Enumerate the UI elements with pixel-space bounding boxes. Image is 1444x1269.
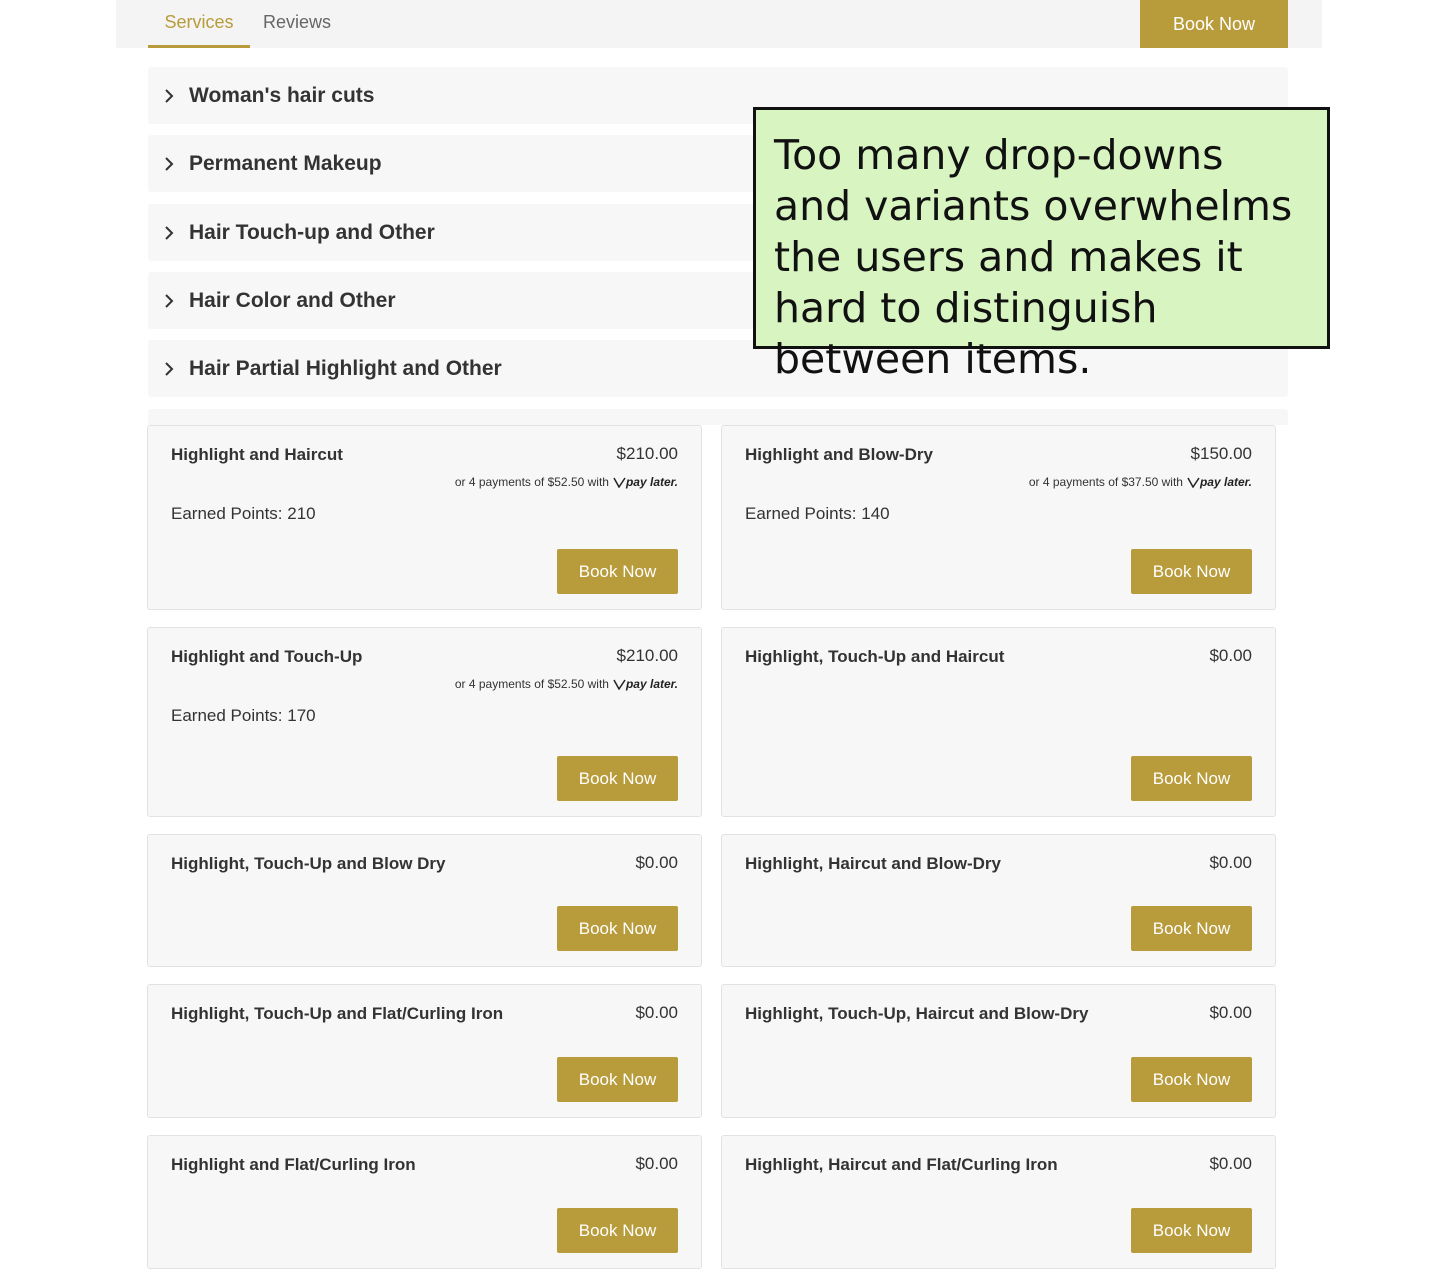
book-now-button[interactable]: Book Now [1131,756,1252,801]
paylater-logo: pay later. [613,677,678,691]
service-card [721,1135,1276,1269]
paylater-note: or 4 payments of $52.50 with pay later. [454,475,678,489]
service-name: Highlight, Touch-Up, Haircut and Blow-Dry [745,1004,1089,1023]
paylater-logo: pay later. [1187,475,1252,489]
tab-reviews[interactable]: Reviews [263,12,332,32]
header-book-now-button[interactable]: Book Now [1140,0,1288,48]
service-card [721,984,1276,1118]
service-card [721,425,1276,610]
service-price: $210.00 [616,646,678,665]
category-label: Hair Touch-up and Other [189,220,435,244]
service-card [147,425,702,610]
category-label: Woman's hair cuts [189,83,375,107]
service-price: $0.00 [1209,1154,1252,1173]
service-price: $0.00 [1209,1003,1252,1022]
service-card [147,627,702,817]
book-now-button[interactable]: Book Now [1131,906,1252,951]
category-label: Hair Partial Highlight and Other [189,356,502,380]
service-card [147,1135,702,1269]
service-name: Highlight and Touch-Up [171,647,363,666]
chevron-right-icon [162,226,175,239]
service-price: $150.00 [1190,444,1252,463]
book-now-button[interactable]: Book Now [557,1208,678,1253]
category-label: Hair Color and Other [189,288,396,312]
service-price: $0.00 [635,853,678,872]
book-now-button[interactable]: Book Now [557,549,678,594]
book-now-button[interactable]: Book Now [557,1057,678,1102]
service-name: Highlight and Flat/Curling Iron [171,1155,416,1174]
top-nav-bar [116,0,1322,48]
book-now-button[interactable]: Book Now [557,756,678,801]
book-now-button[interactable]: Book Now [1131,1057,1252,1102]
book-now-button[interactable]: Book Now [1131,1208,1252,1253]
chevron-right-icon [162,294,175,307]
service-card [147,834,702,967]
service-card [721,834,1276,967]
book-now-button[interactable]: Book Now [1131,549,1252,594]
annotation-callout: Too many drop-downs and variants overwhelms the users and makes it hard to distinguish between items. [753,107,1330,349]
chevron-right-icon [162,362,175,375]
service-name: Highlight, Touch-Up and Flat/Curling Iron [171,1004,504,1023]
service-name: Highlight and Blow-Dry [745,445,933,464]
service-price: $0.00 [635,1003,678,1022]
service-name: Highlight, Haircut and Flat/Curling Iron [745,1155,1058,1174]
category-label: Permanent Makeup [189,151,382,175]
service-price: $0.00 [1209,853,1252,872]
service-name: Highlight, Haircut and Blow-Dry [745,854,1001,873]
service-price: $0.00 [635,1154,678,1173]
book-now-button[interactable]: Book Now [557,906,678,951]
expanded-category-header [148,409,1288,425]
service-name: Highlight, Touch-Up and Blow Dry [171,854,446,873]
service-name: Highlight and Haircut [171,445,343,464]
service-card [721,627,1276,817]
service-name: Highlight, Touch-Up and Haircut [745,647,1005,666]
chevron-right-icon [162,157,175,170]
paylater-note: or 4 payments of $37.50 with pay later. [1028,475,1252,489]
paylater-logo: pay later. [613,475,678,489]
chevron-right-icon [162,89,175,102]
service-price: $210.00 [616,444,678,463]
tab-services[interactable]: Services [148,0,250,48]
paylater-note: or 4 payments of $52.50 with pay later. [454,677,678,691]
service-price: $0.00 [1209,646,1252,665]
earned-points: Earned Points: 210 [171,504,316,523]
service-card [147,984,702,1118]
earned-points: Earned Points: 170 [171,706,316,725]
earned-points: Earned Points: 140 [745,504,890,523]
